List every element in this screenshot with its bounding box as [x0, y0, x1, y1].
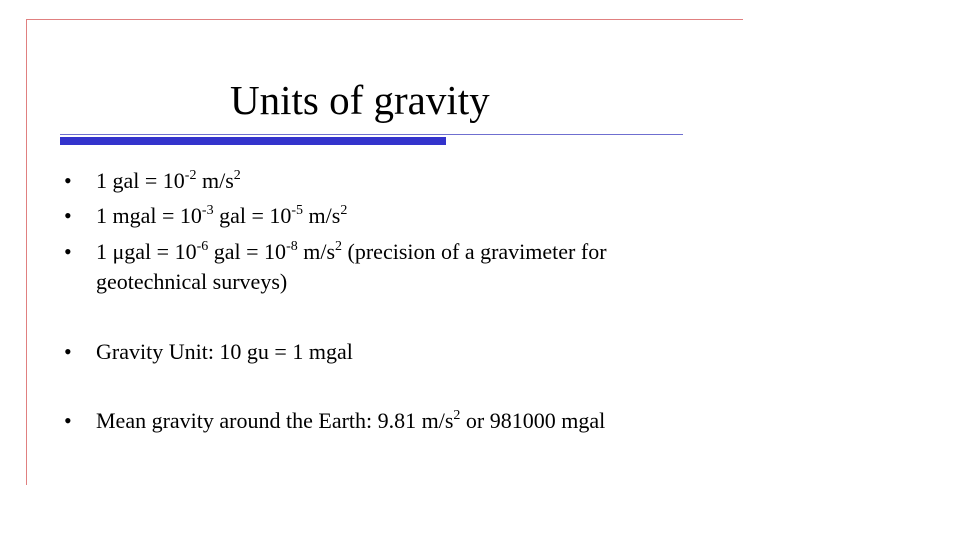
- bullet-dot: •: [64, 408, 72, 433]
- slide-frame-top: [26, 19, 743, 20]
- slide-title: Units of gravity: [230, 77, 490, 123]
- superscript: -2: [184, 168, 197, 183]
- title-underline-thick: [60, 137, 446, 145]
- superscript: -6: [196, 239, 209, 254]
- superscript: 2: [340, 203, 348, 218]
- bullet-dot: •: [64, 168, 72, 193]
- superscript: -5: [291, 203, 304, 218]
- bullet-text: 1 gal = $10^{-2}$ $m/s^2$: [96, 168, 241, 193]
- superscript: -3: [201, 203, 214, 218]
- bullet-text: 1 mgal = $10^{-3}$ gal = $10^{-5}$ $m/s^2$: [96, 203, 348, 228]
- superscript: 2: [233, 168, 241, 183]
- bullet-dot: •: [64, 239, 72, 264]
- slide-frame-left: [26, 19, 27, 485]
- bullet-text: Mean gravity around the Earth: 9.81 $m/s^2$ or 981000 mgal: [96, 408, 606, 433]
- superscript: 2: [335, 239, 343, 254]
- superscript: 2: [453, 408, 461, 423]
- bullet-dot: •: [64, 339, 72, 364]
- bullet-dot: •: [64, 203, 72, 228]
- bullet-text: 1 $\mu gal = 10^{-6}$ gal = $10^{-8}$ $m/s^2$ (precision of a gravimeter for geotechnical surveys): [96, 239, 607, 294]
- superscript: -8: [286, 239, 298, 254]
- title-underline-thin: [60, 134, 683, 135]
- bullet-text: Gravity Unit: 10 gu = 1 mgal: [96, 339, 353, 364]
